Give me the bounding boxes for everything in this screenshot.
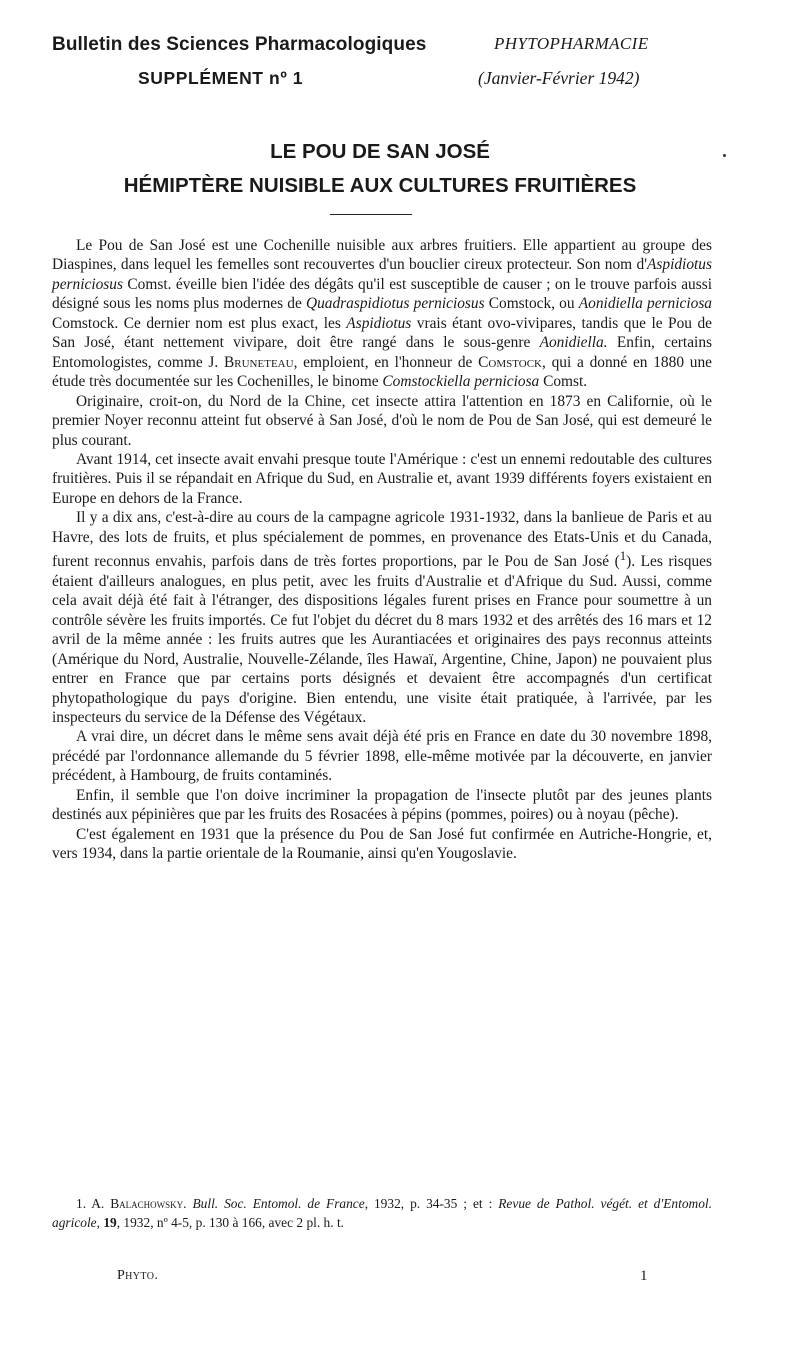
section-name: PHYTOPHARMACIE	[494, 34, 649, 53]
print-speck	[723, 154, 726, 157]
paragraph-1: Le Pou de San José est une Cochenille nuisible aux arbres fruitiers. Elle appartient au groupe des Diaspines, dans lequel les femelles sont recouvertes d'un bouclier cireux protecteur. Son nom d'Aspidiotus perniciosus Comst. éveille bien l'idée des dégâts qu'il est susceptible de causer ; on le trouve parfois aussi désigné sous les noms plus modernes de Quadraspidiotus perniciosus Comstock, ou Aonidiella perniciosa Comstock. Ce dernier nom est plus exact, les Aspidiotus vrais étant ovo-vivipares, tandis que le Pou de San José, étant nettement vivipare, doit être rangé dans le sous-genre Aonidiella. Enfin, certains Entomologistes, comme J. Bruneteau, emploient, en l'honneur de Comstock, qui a donné en 1880 une étude très documentée sur les Cochenilles, le binome Comstockiella perniciosa Comst.	[52, 237, 713, 391]
paragraph-3: Avant 1914, cet insecte avait envahi presque toute l'Amérique : c'est un ennemi redoutable des cultures fruitières. Puis il se répandait en Afrique du Sud, en Australie et, avant 1939 différents foyers existaient en Europe en dehors de la France.	[52, 450, 712, 507]
supplement-number: SUPPLÉMENT nº 1	[138, 68, 304, 88]
journal-name: Bulletin des Sciences Pharmacologiques	[52, 34, 427, 55]
paragraph-4: Il y a dix ans, c'est-à-dire au cours de la campagne agricole 1931-1932, dans la banlieue de Paris et au Havre, des lots de fruits, et plus spécialement de pommes, en provenance des Etats-Unis et du Canada, furent reconnus envahis, parfois dans de très fortes proportions, par le Pou de San José ($^1$). Les risques étaient d'ailleurs analogues, en plus petit, avec les fruits d'Australie et d'Afrique du Sud. Aussi, comme cela avait déjà été fait à l'étranger, des dispositions légales furent prises en France pour soumettre à un contrôle sévère les fruits importés. Ce fut l'objet du décret du 8 mars 1932 et des arrêtés des 16 mars et 12 avril de la même année : les fruits autres que les Aurantiacées et originaires des pays reconnus atteints (Amérique du Nord, Australie, Nouvelle-Zélande, îles Hawaï, Argentine, Chine, Japon) ne pouvaient plus entrer en France que par certains ports désignés et devaient être accompagnés d'un certificat phytopathologique du pays d'origine. Bien entendu, une visite était pratiquée, à l'arrivée, par les inspecteurs du service de la Défense des Végétaux.	[52, 509, 712, 726]
page-number: 1	[640, 1268, 648, 1284]
paragraph-2: Originaire, croit-on, du Nord de la Chine, cet insecte attira l'attention en 1873 en Californie, où le premier Noyer reconnu atteint fut observé à San José, d'où le nom de Pou de San José, qui est demeuré le plus courant.	[52, 392, 712, 449]
title-rule	[330, 214, 412, 215]
footer-section: Phyto.	[117, 1268, 159, 1283]
footnote-ref: 1	[619, 549, 627, 564]
paragraph-5: A vrai dire, un décret dans le même sens avait déjà été pris en France en date du 30 novembre 1898, précédé par l'ordonnance allemande du 5 février 1898, elle-même motivée par la découverte, en janvier précédent, à Hambourg, de fruits contaminés.	[52, 728, 712, 785]
paragraph-6: Enfin, il semble que l'on doive incriminer la propagation de l'insecte plutôt par des jeunes plants destinés aux pépinières que par les fruits des Rosacées à pépins (pommes, poires) ou à noyau (pêche).	[52, 786, 712, 824]
paragraph-7: C'est également en 1931 que la présence du Pou de San José fut confirmée en Autriche-Hongrie, et, vers 1934, dans la partie orientale de la Roumanie, ainsi qu'en Yougoslavie.	[52, 825, 712, 863]
article-body	[52, 236, 712, 864]
article-subtitle: HÉMIPTÈRE NUISIBLE AUX CULTURES FRUITIÈRES	[123, 174, 637, 197]
issue-date: (Janvier-Février 1942)	[478, 68, 640, 88]
footnote: 1. A. Balachowsky. Bull. Soc. Entomol. de France, 1932, p. 34-35 ; et : Revue de Pathol. végét. et d'Entomol. agricole, 19, 1932, nº 4-5, p. 130 à 166, avec 2 pl. h. t.	[52, 1196, 712, 1231]
article-title: LE POU DE SAN JOSÉ	[270, 140, 490, 163]
